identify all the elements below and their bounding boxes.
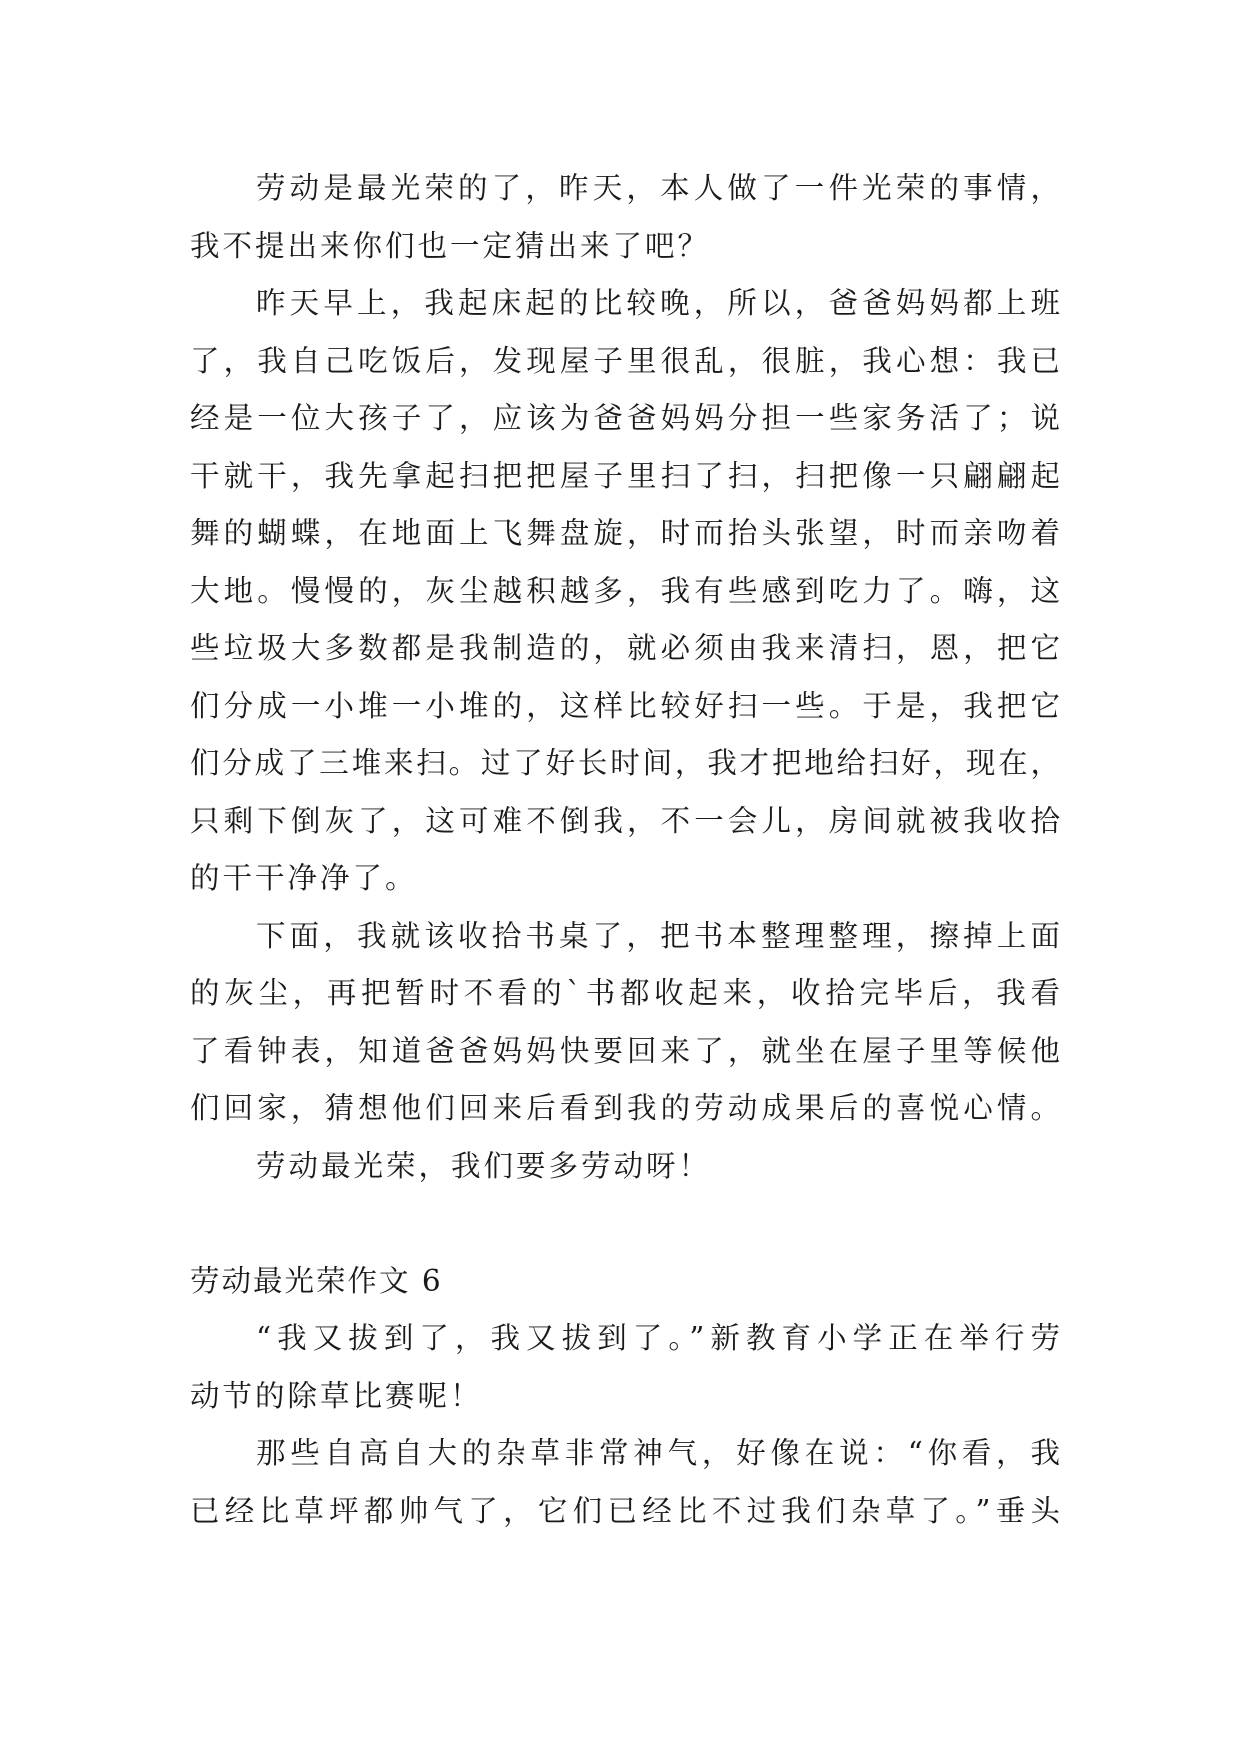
paragraph-line: 们回家，猜想他们回来后看到我的劳动成果后的喜悦心情。	[190, 1091, 1060, 1125]
paragraph-line: 经是一位大孩子了，应该为爸爸妈妈分担一些家务活了；说	[190, 401, 1060, 435]
paragraph-line: 了看钟表，知道爸爸妈妈快要回来了，就坐在屋子里等候他	[190, 1033, 1060, 1068]
paragraph-line: 已经比草坪都帅气了，它们已经比不过我们杂草了。”垂头	[190, 1493, 1060, 1528]
paragraph-line: 了，我自己吃饭后，发现屋子里很乱，很脏，我心想：我已	[190, 343, 1060, 378]
paragraph-line: 劳动是最光荣的了，昨天，本人做了一件光荣的事情，	[256, 171, 1060, 205]
document-body	[190, 160, 1060, 1540]
paragraph-line: 我不提出来你们也一定猜出来了吧？	[190, 228, 711, 263]
paragraph-line: 那些自高自大的杂草非常神气，好像在说：“你看，我	[256, 1436, 1060, 1470]
paragraph-line: “我又拔到了，我又拔到了。”新教育小学正在举行劳	[256, 1321, 1060, 1355]
paragraph-line: 的灰尘，再把暂时不看的`书都收起来，收拾完毕后，我看	[190, 976, 1060, 1010]
paragraph-line: 只剩下倒灰了，这可难不倒我，不一会儿，房间就被我收拾	[190, 803, 1060, 838]
paragraph-line: 的干干净净了。	[190, 861, 418, 895]
section-heading: 劳动最光荣作文 6	[190, 1263, 443, 1298]
paragraph-line: 舞的蝴蝶，在地面上飞舞盘旋，时而抬头张望，时而亲吻着	[190, 516, 1060, 550]
paragraph-line: 昨天早上，我起床起的比较晚，所以，爸爸妈妈都上班	[256, 286, 1060, 320]
paragraph-line: 动节的除草比赛呢！	[190, 1378, 483, 1413]
paragraph-line: 们分成了三堆来扫。过了好长时间，我才把地给扫好，现在，	[190, 746, 1060, 780]
paragraph-line: 下面，我就该收拾书桌了，把书本整理整理，擦掉上面	[256, 918, 1060, 953]
paragraph-line: 大地。慢慢的，灰尘越积越多，我有些感到吃力了。嗨，这	[190, 573, 1060, 608]
paragraph-line: 们分成一小堆一小堆的，这样比较好扫一些。于是，我把它	[190, 688, 1060, 723]
paragraph-line: 干就干，我先拿起扫把把屋子里扫了扫，扫把像一只翩翩起	[190, 458, 1060, 493]
paragraph-line: 些垃圾大多数都是我制造的，就必须由我来清扫，恩，把它	[190, 631, 1060, 665]
paragraph-line: 劳动最光荣，我们要多劳动呀！	[256, 1148, 712, 1183]
blank-line	[190, 1195, 1060, 1253]
